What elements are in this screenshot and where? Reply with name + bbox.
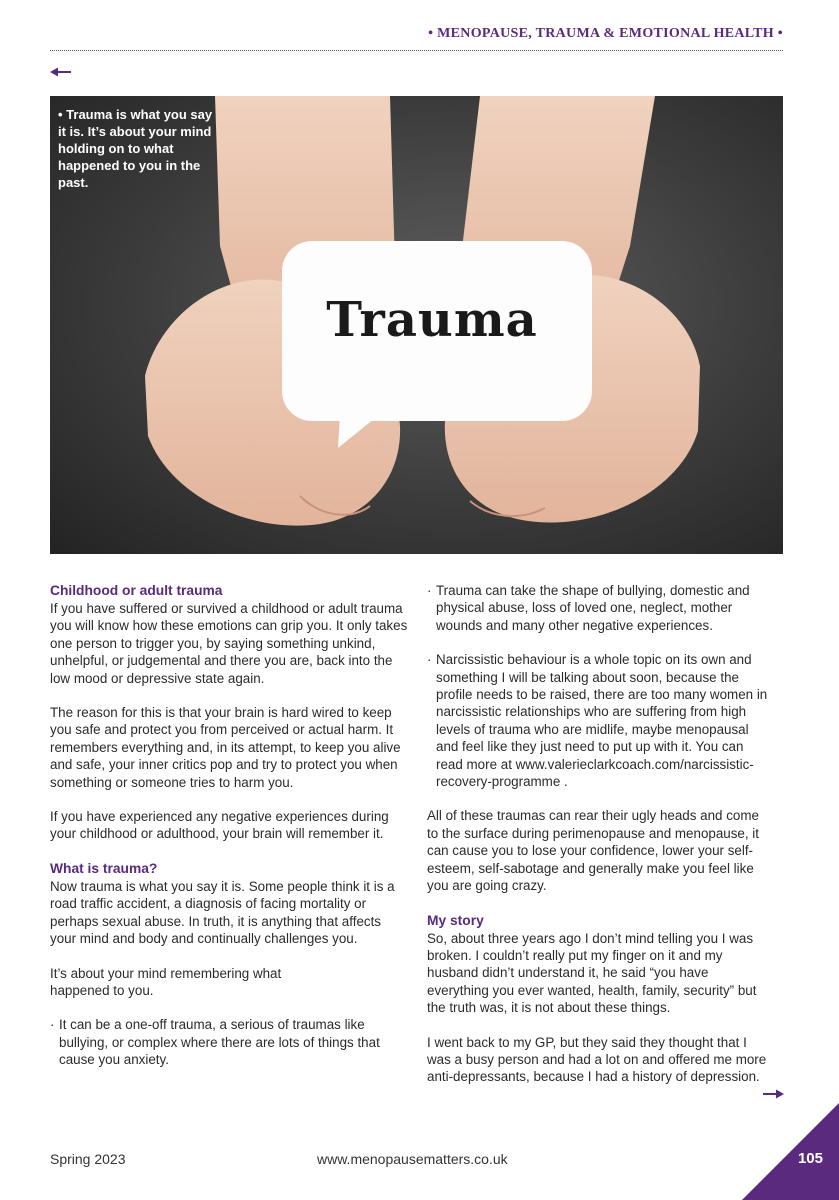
bullet-text: Narcissistic behaviour is a whole topic on its own and something I will be talking about soon, because the profile needs to be raised, there are too many women in narcissistic relationships who are suffering from high levels of trauma who are midlife, maybe menopausal and feel like they just need to put up with it. You can read more at www.valerieclarkcoach.com/narcissistic-recovery-programme . [436, 652, 768, 790]
bullet-item [427, 582, 772, 634]
left-column [50, 582, 408, 1086]
next-arrow-icon[interactable] [762, 1088, 784, 1100]
paragraph: The reason for this is that your brain is hard wired to keep you safe and protect you from perceived or actual harm. It remembers everything and, in its attempt, to keep you alive and safe, your inner critics pop and try to protect you when something or someone tries to harm you. [50, 705, 401, 790]
bullet-item [427, 651, 772, 790]
page-corner-triangle [742, 1103, 839, 1200]
bullet-item [50, 1016, 408, 1068]
paragraph: It’s about your mind remembering what happened to you. [50, 965, 282, 998]
bullet-text: Trauma can take the shape of bullying, domestic and physical abuse, loss of loved one, neglect, mother wounds and many other negative experiences. [436, 583, 750, 633]
right-column [427, 582, 772, 1103]
paragraph: All of these traumas can rear their ugly heads and come to the surface during perimenopause and menopause, it can cause you to lose your confidence, lower your self-esteem, self-sabotage and generally make you feel like you are going crazy. [427, 808, 760, 894]
heading-childhood-trauma: Childhood or adult trauma [50, 583, 223, 598]
bullet-dot: · [427, 652, 432, 668]
footer-website-link[interactable]: www.menopausematters.co.uk [317, 1151, 508, 1167]
paragraph: If you have suffered or survived a childhood or adult trauma you will know how these emotions can grip you. It only takes one person to trigger you, by saying something unkind, unhelpful, or judgemental and there you are, back into the low mood or depressive state again. [50, 601, 408, 686]
back-arrow-icon[interactable] [50, 66, 72, 78]
heading-my-story: My story [427, 912, 484, 928]
header-divider [50, 50, 783, 51]
heading-what-is-trauma: What is trauma? [50, 860, 158, 876]
bullet-dot: · [427, 583, 432, 598]
paragraph: So, about three years ago I don’t mind telling you I was broken. I couldn’t really put my finger on it and my husband didn’t understand it, he said “you have everything you ever wanted, health, family, security” but the truth was, it is not about these things. [427, 930, 757, 1016]
footer-issue-date: Spring 2023 [50, 1151, 126, 1167]
photo-caption: • Trauma is what you say it is. It’s about your mind holding on to what happened to you in the past. [58, 107, 213, 190]
bullet-dot: · [50, 1017, 55, 1033]
hero-photo [50, 96, 783, 554]
speech-bubble-text: Trauma [326, 292, 538, 348]
paragraph: I went back to my GP, but they said they thought that I was a busy person and had a lot on and offered me more anti-depressants, because I had a history of depression. [427, 1034, 767, 1085]
paragraph: Now trauma is what you say it is. Some people think it is a road traffic accident, a diagnosis of facing mortality or perhaps sexual abuse. In truth, it is anything that affects your mind and body and continually challenges you. [50, 878, 395, 947]
paragraph: If you have experienced any negative experiences during your childhood or adulthood, your brain will remember it. [50, 809, 389, 842]
section-header-title: • MENOPAUSE, TRAUMA & EMOTIONAL HEALTH • [428, 26, 783, 41]
page-number: 105 [797, 1150, 823, 1167]
bullet-text: It can be a one-off trauma, a serious of traumas like bullying, or complex where there are lots of things that cause you anxiety. [59, 1017, 380, 1068]
